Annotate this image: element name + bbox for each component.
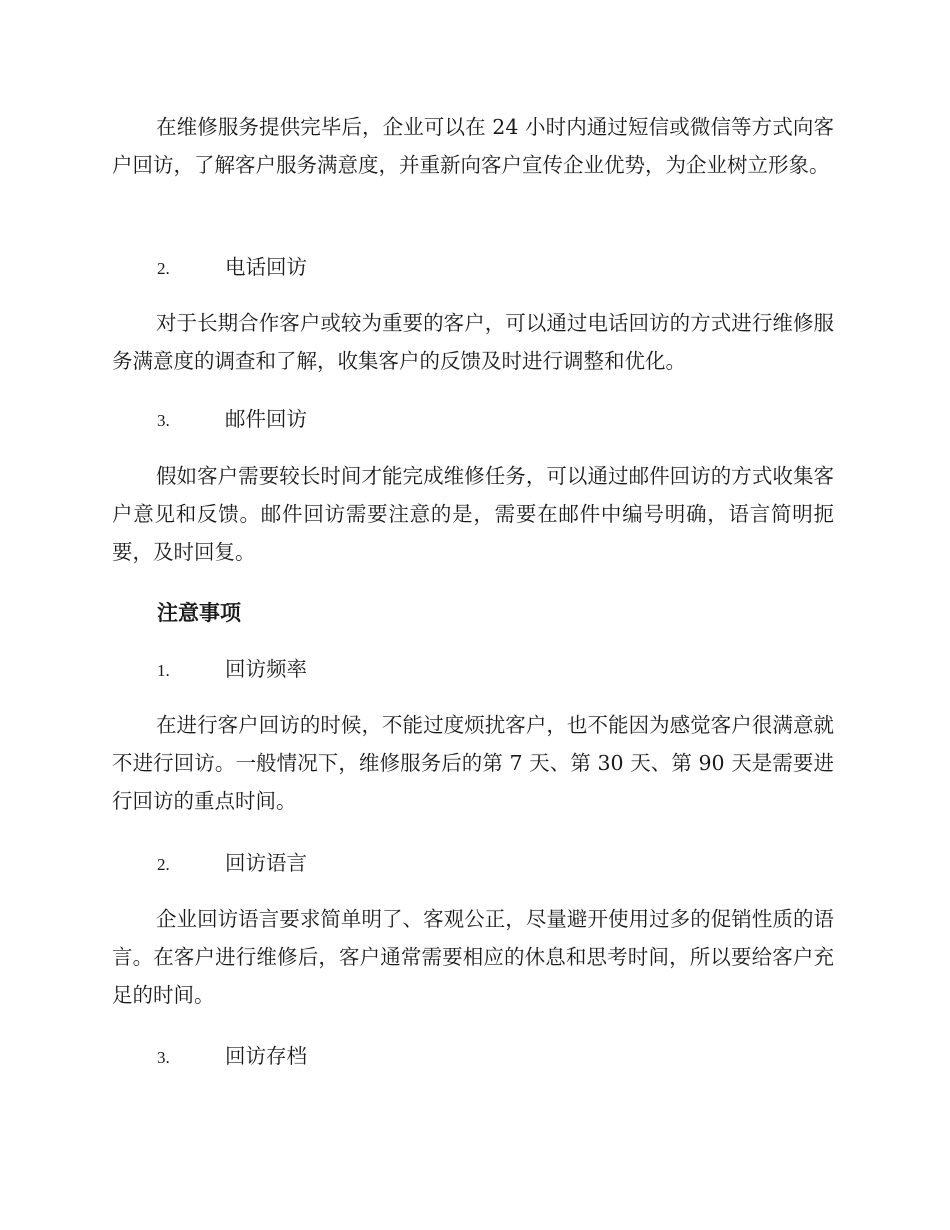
section-heading-notes: 注意事项 <box>157 601 241 625</box>
list-number: 3. <box>157 1048 170 1067</box>
list-number: 3. <box>157 411 170 430</box>
list-item-archive <box>157 1037 307 1075</box>
list-number: 2. <box>157 259 170 278</box>
paragraph-language: 企业回访语言要求简单明了、客观公正，尽量避开使用过多的促销性质的语言。在客户进行维修后，客户通常需要相应的休息和思考时间，所以要给客户充足的时间。 <box>112 907 834 1007</box>
list-item-phone-followup <box>157 248 307 286</box>
list-number: 2. <box>157 855 170 874</box>
list-label: 回访频率 <box>225 657 307 681</box>
list-label: 邮件回访 <box>225 407 307 431</box>
paragraph-sms-wechat-followup: 在维修服务提供完毕后，企业可以在 24 小时内通过短信或微信等方式向客户回访，了解客户服务满意度，并重新向客户宣传企业优势，为企业树立形象。 <box>112 115 834 177</box>
paragraph-phone-followup: 对于长期合作客户或较为重要的客户，可以通过电话回访的方式进行维修服务满意度的调查和了解，收集客户的反馈及时进行调整和优化。 <box>112 311 834 373</box>
list-label: 回访语言 <box>225 851 307 875</box>
list-label: 电话回访 <box>225 255 307 279</box>
list-label: 回访存档 <box>225 1044 307 1068</box>
list-item-language <box>157 844 307 882</box>
paragraph-email-followup: 假如客户需要较长时间才能完成维修任务，可以通过邮件回访的方式收集客户意见和反馈。邮件回访需要注意的是，需要在邮件中编号明确，语言简明扼要，及时回复。 <box>112 464 834 564</box>
list-number: 1. <box>157 661 170 680</box>
list-item-frequency <box>157 650 307 688</box>
list-item-email-followup <box>157 400 307 438</box>
paragraph-frequency: 在进行客户回访的时候，不能过度烦扰客户，也不能因为感觉客户很满意就不进行回访。一般情况下，维修服务后的第 7 天、第 30 天、第 90 天是需要进行回访的重点时间。 <box>112 713 834 813</box>
